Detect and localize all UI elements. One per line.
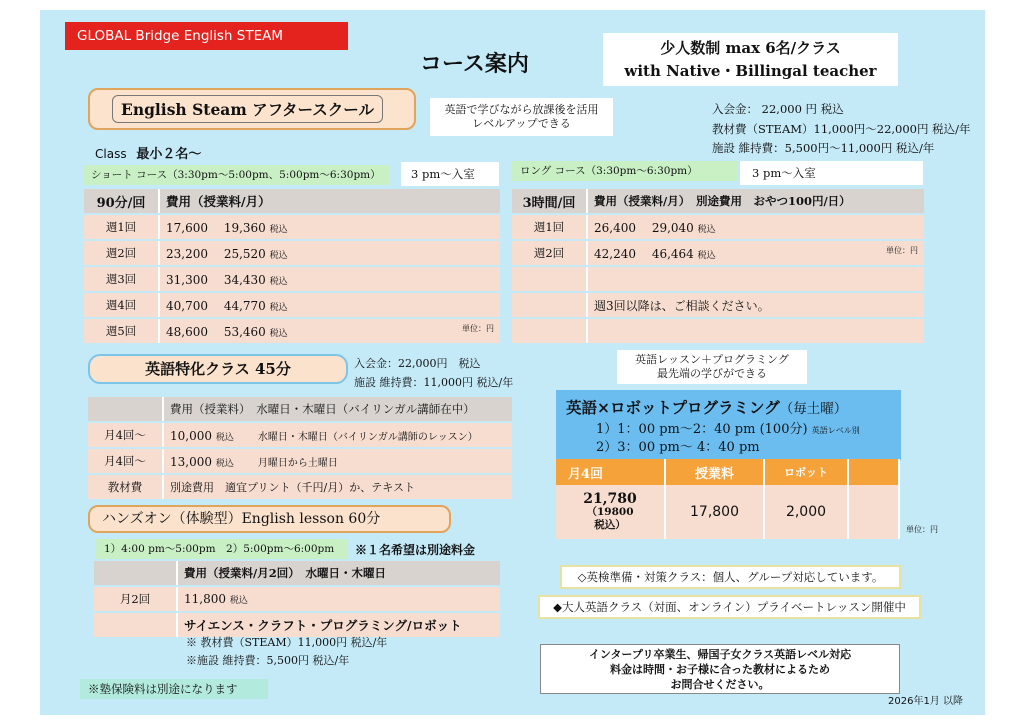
row-price [158,319,500,343]
robot-title: 英語×ロボットプログラミング [566,398,780,417]
unit-note: 単位：円 [886,245,918,255]
tax: 税込 [269,224,288,235]
table-row [84,215,500,239]
price: 13,000 [170,454,212,469]
price-b: 25,520 [223,246,266,261]
table-row [88,475,512,499]
tax: 税込 [229,596,248,606]
row-week: 週2回 [84,241,158,265]
english-class-header-row [88,397,512,421]
robot-time-1-line [596,418,860,437]
row-price [158,267,500,291]
robot-title-box [556,390,901,460]
afterschool-fee-facility: 施設 維持費：5,500円～11,000円 税込/年 [712,141,935,155]
afterschool-fee-entry: 入会金： 22,000 円 税込 [712,102,844,116]
robot-level: 英語レベル別 [811,426,860,435]
long-course-entry: 3 pm～入室 [740,161,923,185]
robot-total-sub2: 税込） [594,518,626,531]
afterschool-desc-1: 英語で学びながら放課後を活用 [444,103,599,116]
table-row [88,449,512,473]
price-b: 46,464 [651,246,694,261]
long-course-h1: 3時間/回 [512,189,586,213]
capacity-line-2: with Native・Billingal teacher [624,62,877,80]
robot-tuition: 17,800 [665,485,764,539]
table-row [512,319,924,343]
table-row [512,267,924,291]
row-label: 教材費 [88,475,162,499]
tax: 税込 [697,250,716,261]
table-row [512,215,924,239]
row-price [158,293,500,317]
hands-on-facility-note: ※施設 維持費：5,500円 税込/年 [186,654,350,667]
price-a: 26,400 [594,220,636,235]
table-row [512,241,924,265]
row-note: 別途費用 適宜プリント（千円/月）か、テキスト [162,475,512,499]
robot-time-1: 1）1：00 pm～2：40 pm (100分) [596,422,808,437]
tax: 税込 [269,328,288,339]
english-class-fee-facility: 施設 維持費：11,000円 税込/年 [354,376,514,389]
robot-desc-box [617,350,807,384]
price-a: 48,600 [166,324,208,339]
unit-note: 単位：円 [462,323,494,333]
price-a: 40,700 [166,298,208,313]
short-course-entry: 3 pm～入室 [401,162,499,186]
robot-header-month: 月4回 [556,459,665,485]
robot-title-day: （毎土曜） [779,401,848,417]
row-price [586,241,924,265]
robot-total [556,485,665,539]
robot-header-blank [848,459,899,485]
english-class-fee-entry: 入会金：22,000円 税込 [354,357,481,370]
table-row [512,293,924,317]
tax: 税込 [269,250,288,261]
robot-header-row [556,459,899,485]
row-label: 月4回～ [88,449,162,473]
afterschool-title: English Steam アフタースクール [112,95,383,123]
robot-total-sub1: （19800 [586,505,634,518]
inter-note-2: 料金は時間・お子様に合った教材によるため [610,663,830,676]
row-label: 月4回～ [88,423,162,447]
class-min-value: 最小２名～ [136,147,202,162]
row-price [586,215,924,239]
capacity-box [603,33,898,86]
table-row [84,241,500,265]
row-detail [162,423,512,447]
hands-on-title: ハンズオン（体験型）English lesson 60分 [88,505,451,533]
brand-banner: GLOBAL Bridge English STEAM [65,22,348,50]
long-course-consult: 週3回以降は、ご相談ください。 [586,293,924,317]
inter-note-box [540,644,900,694]
row-label: 月2回 [94,587,176,611]
tax: 税込 [269,276,288,287]
price-a: 42,240 [594,246,636,261]
hands-on-header-row [94,561,500,585]
row-week: 週1回 [84,215,158,239]
effective-date: 2026年1月 以降 [888,696,963,707]
short-course-label: ショート コース（3:30pm～5:00pm、5:00pm～6:30pm） [83,165,390,185]
long-course-label: ロング コース（3:30pm～6:30pm） [512,161,737,181]
afterschool-fee-material: 教材費（STEAM）11,000円～22,000円 税込/年 [712,122,971,136]
insurance-note: ※塾保険料は別途になります [80,679,268,699]
robot-unit-note: 単位：円 [906,525,938,534]
afterschool-desc-box [430,98,613,136]
row-price [158,241,500,265]
long-course-header-row [512,189,924,213]
hands-on-one-person-note: ※１名希望は別途料金 [355,543,476,557]
adult-class-note: ◆大人英語クラス（対面、オンライン）プライベートレッスン開催中 [538,595,921,619]
short-course-h2: 費用（授業料/月） [158,189,500,213]
hands-on-times: 1）4:00 pm～5:00pm 2）5:00pm～6:00pm [96,539,348,559]
robot-time-2: 2）3：00 pm～ 4：40 pm [596,440,760,455]
afterschool-desc-2: レベルアップできる [472,117,571,130]
english-class-title: 英語特化クラス 45分 [88,354,348,384]
eiken-note: ◇英検準備・対策クラス：個人、グループ対応しています。 [560,565,901,589]
row-price [176,587,500,611]
tax: 税込 [697,224,716,235]
price-b: 19,360 [223,220,266,235]
price-b: 53,460 [223,324,266,339]
capacity-line-1: 少人数制 max 6名/クラス [660,39,841,57]
robot-desc-2: 最先端の学びができる [657,367,767,380]
robot-header-robot: ロボット [764,459,848,485]
row-week: 週3回 [84,267,158,291]
inter-note-1: インタープリ卒業生、帰国子女クラス英語レベル対応 [588,648,852,661]
robot-fee: 2,000 [764,485,848,539]
row-detail [162,449,512,473]
tax: 税込 [269,302,288,313]
english-class-header: 費用（授業料） 水曜日・木曜日（バイリンガル講師在中） [162,397,512,421]
long-course-h2: 費用（授業料/月） 別途費用 おやつ100円/日） [586,189,924,213]
price-b: 34,430 [223,272,266,287]
price: 11,800 [184,592,226,606]
page-title: コース案内 [420,52,529,77]
table-row [84,319,500,343]
row-week: 週5回 [84,319,158,343]
hands-on-subjects: サイエンス・クラフト・プログラミング/ロボット [176,613,500,637]
afterschool-title-box [88,88,416,130]
price-a: 31,300 [166,272,208,287]
robot-data-row [556,485,899,539]
row-note: 月曜日から土曜日 [257,457,338,469]
hands-on-table [94,559,500,639]
price-a: 17,600 [166,220,208,235]
robot-title-line [566,396,847,418]
row-week: 週4回 [84,293,158,317]
price: 10,000 [170,428,212,443]
robot-total-value: 21,780 [583,490,637,507]
class-label: Class [95,147,127,161]
price-b: 29,040 [651,220,694,235]
inter-note-3: お問合せください。 [670,678,770,691]
robot-header-tuition: 授業料 [665,459,764,485]
row-week: 週2回 [512,241,586,265]
tax: 税込 [215,432,234,443]
english-class-table [88,395,512,501]
row-price [158,215,500,239]
price-a: 23,200 [166,246,208,261]
row-note: 水曜日・木曜日（バイリンガル講師のレッスン） [257,431,478,443]
short-course-table [84,187,500,345]
price-b: 44,770 [223,298,266,313]
class-minimum [95,143,201,162]
hands-on-header: 費用（授業料/月2回） 水曜日・木曜日 [176,561,500,585]
table-row [88,423,512,447]
robot-desc-1: 英語レッスン＋プログラミング [635,353,789,366]
row-week: 週1回 [512,215,586,239]
long-course-table [512,187,924,345]
table-row [84,267,500,291]
hands-on-material-note: ※ 教材費（STEAM）11,000円 税込/年 [186,636,388,649]
short-course-h1: 90分/回 [84,189,158,213]
robot-table [556,459,900,539]
table-row [84,293,500,317]
short-course-header-row [84,189,500,213]
table-row [94,587,500,611]
tax: 税込 [215,458,234,469]
